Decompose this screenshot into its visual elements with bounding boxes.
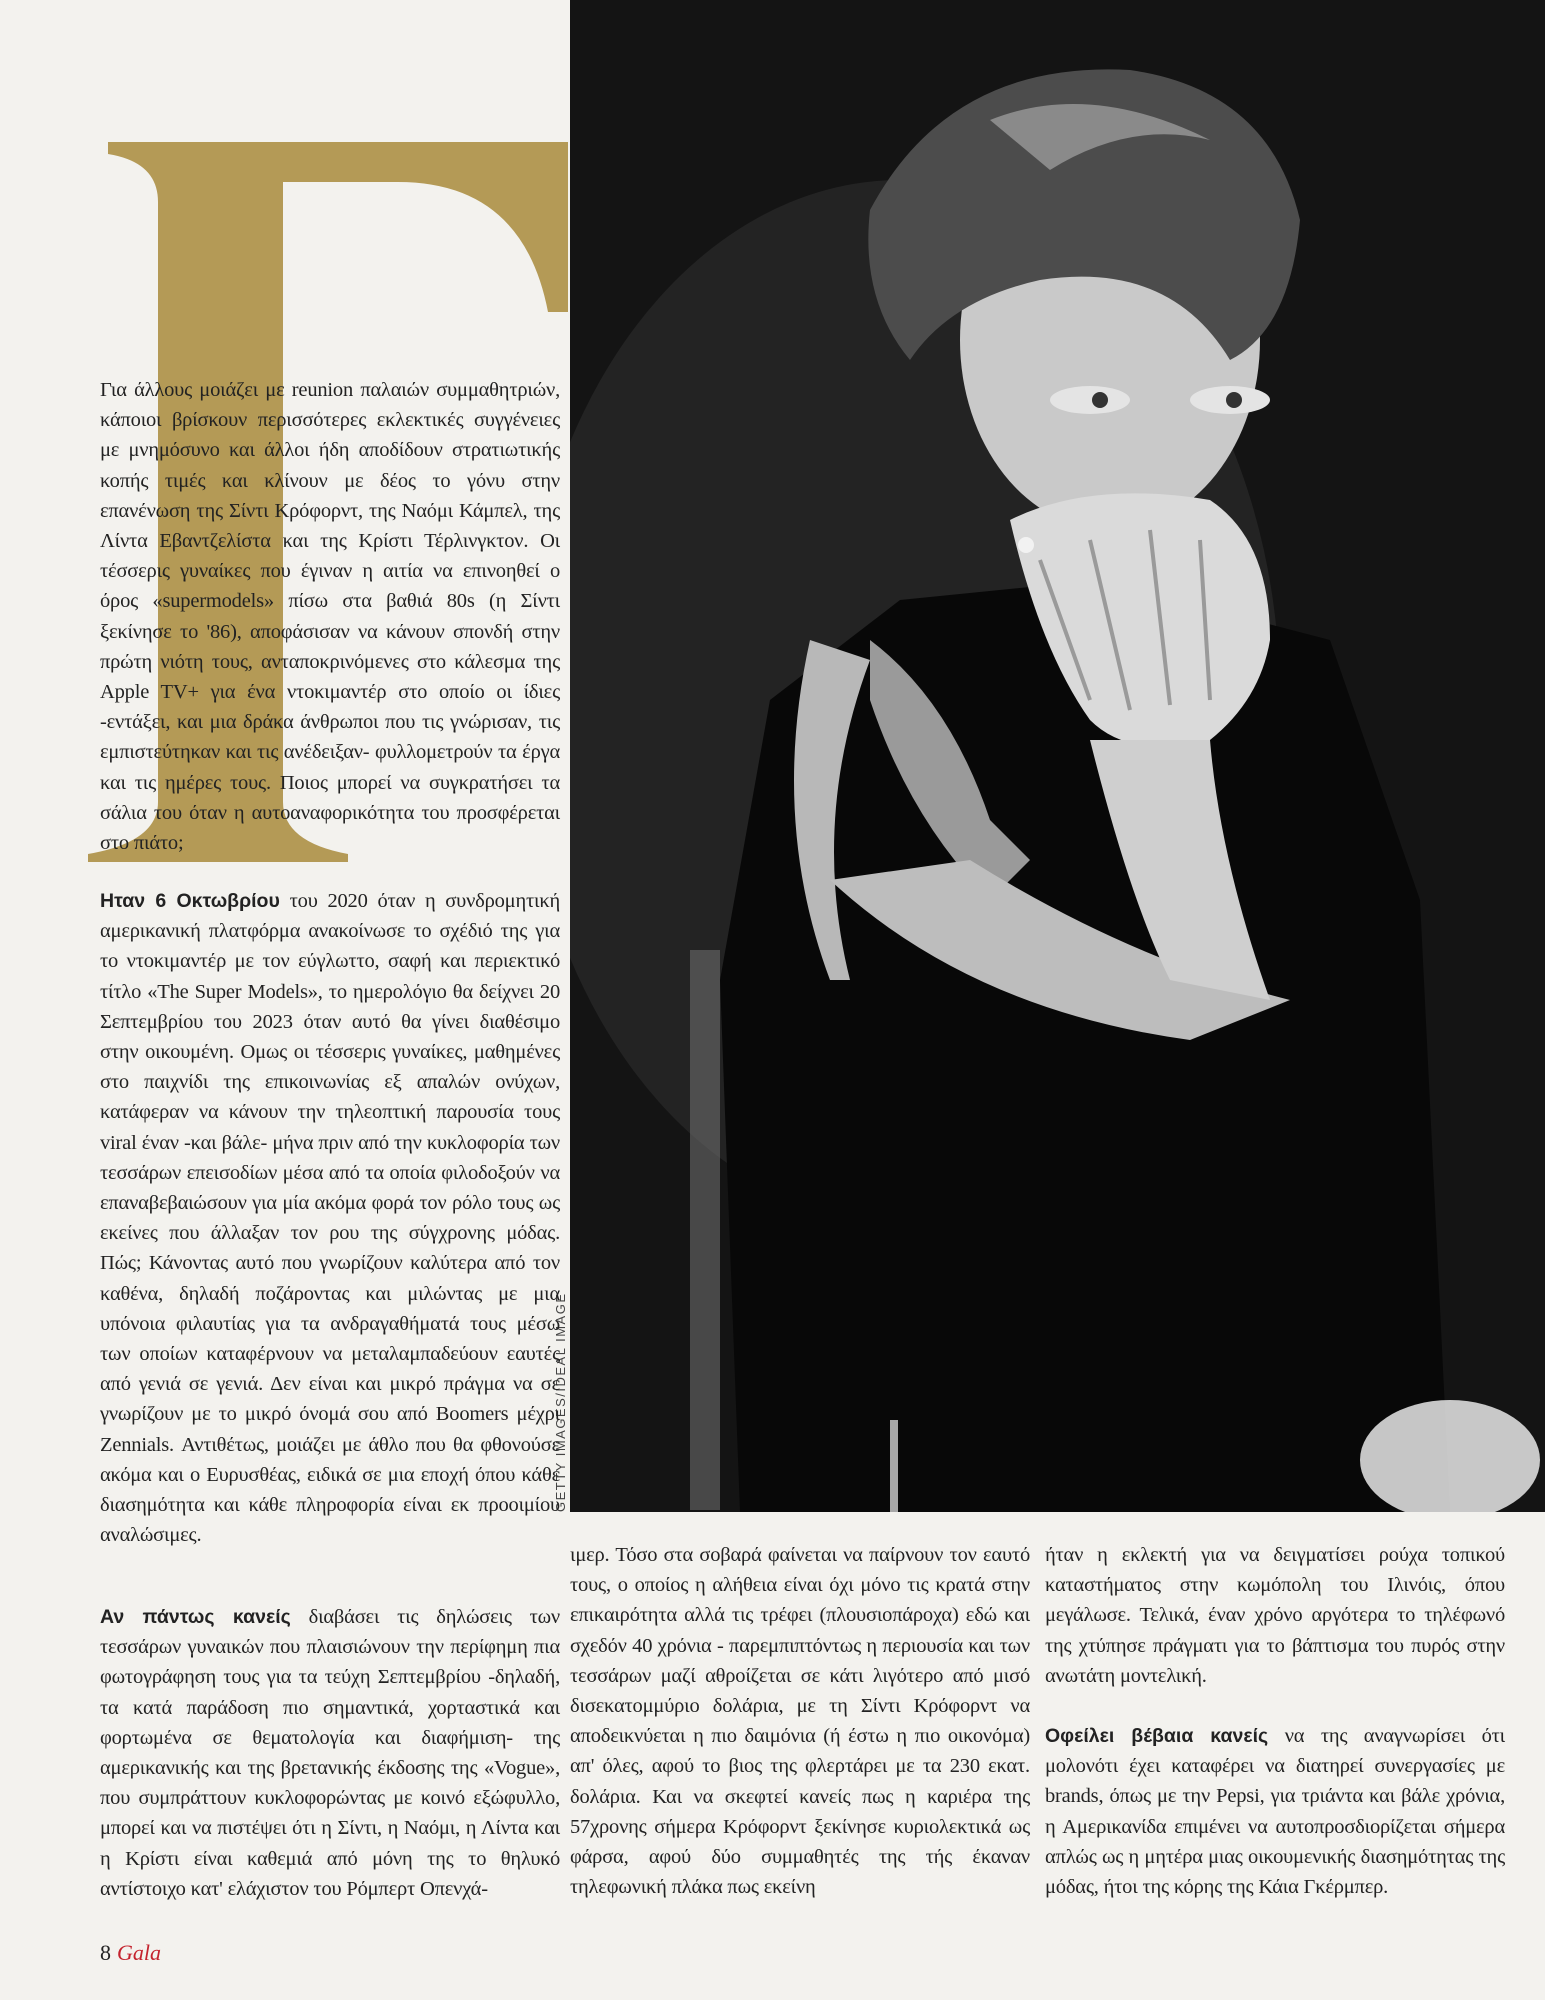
paragraph-6: [1045, 1721, 1505, 1902]
column-1-body: [100, 886, 560, 1550]
paragraph-3-text: διαβάσει τις δηλώσεις των τεσσάρων γυναικών που πλαισιώνουν την περίφημη πια φωτογράφηση τους για τα τεύχη Σεπτεμβρίου -δηλαδή, τα κατά παράδοση πιο σημαντικά, χορταστικά και φορτωμένα σε θεματολογία και διαφήμιση- της αμερικανικής και της βρετανικής έκδοσης της «Vogue», που συμπράττουν κυκλοφορώντας με κοινό εξώφυλλο, μπορεί και να πιστέψει ότι η Σίντι, η Ναόμι, η Λίντα και η Κρίστι είναι καθεμιά από μόνη της το θηλυκό αντίστοιχο κατ' ελάχιστον του Ρόμπερτ Οπενχά-: [100, 1606, 561, 1900]
lead-in-6: Οφείλει βέβαια κανείς: [1045, 1725, 1269, 1748]
column-3: [1045, 1540, 1505, 1902]
page-folio: [100, 1940, 161, 1966]
lead-in-3: Αν πάντως κανείς: [100, 1606, 291, 1628]
paragraph-5: ήταν η εκλεκτή για να δειγματίσει ρούχα τοπικού καταστήματος στην κωμόπολη του Ιλινόις, όπου μεγάλωσε. Τελικά, έναν χρόνο αργότερα το τηλέφωνό της χτύπησε πράγματι για το βάπτισμα του πυρός στην ανωτάτη μοντελική.: [1045, 1544, 1505, 1687]
column-1-intro: [100, 375, 560, 858]
photo-woman-covering-mouth: [570, 0, 1545, 1512]
paragraph-intro: Για άλλους μοιάζει με reunion παλαιών συμμαθητριών, κάποιοι βρίσκουν περισσότερες εκλεκτικές συγγένειες με μνημόσυνο και άλλοι ήδη αποδίδουν στρατιωτικής κοπής τιμές και κλίνουν με δέος το γόνυ στην επανένωση της Σίντι Κρόφορντ, της Ναόμι Κάμπελ, της Λίντα Εβαντζελίστα και της Κρίστι Τέρλινγκτον. Οι τέσσερις γυναίκες που έγιναν η αιτία να επινοηθεί ο όρος «supermodels» πίσω στα βαθιά 80s (η Σίντι ξεκίνησε το '86), αποφάσισαν να κάνουν σπονδή στην πρώτη νιότη τους, ανταποκρινόμενες στο κάλεσμα της Apple TV+ για ένα ντοκιμαντέρ στο οποίο οι ίδιες -εντάξει, και μια δράκα άνθρωποι που τις γνώρισαν, τις εμπιστεύτηκαν και τις ανέδειξαν- φυλλομετρούν τα έργα και τις ημέρες τους. Ποιος μπορεί να συγκρατήσει τα σάλια του όταν η αυτοαναφορικότητα του προσφέρεται στο πιάτο;: [100, 379, 560, 855]
lead-in-2: Ηταν 6 Οκτωβρίου: [100, 890, 280, 912]
paragraph-2-text: του 2020 όταν η συνδρομητική αμερικανική πλατφόρμα ανακοίνωσε το σχέδιό της για το ντοκιμαντέρ με τον εύγλωττο, σαφή και περιεκτικό τίτλο «The Super Models», το ημερολόγιο θα δείχνει 20 Σεπτεμβρίου του 2023 όταν αυτό θα γίνει διαθέσιμο στην οικουμένη. Ομως οι τέσσερις γυναίκες, μαθημένες στο παιχνίδι της επικοινωνίας εξ απαλών ονύχων, κατάφεραν να κάνουν την τηλεοπτική παρουσία τους viral έναν -και βάλε- μήνα πριν από την κυκλοφορία των τεσσάρων επεισοδίων μέσα από τα οποία φιλοδοξούν να επαναβεβαιώσουν για μία ακόμα φορά τον ρόλο τους ως εκείνες που άλλαξαν τον ρου της σύγχρονης μόδας. Πώς; Κάνοντας αυτό που γνωρίζουν καλύτερα από τον καθένα, δηλαδή ποζάροντας και μιλώντας με μια υπόνοια φιλαυτίας για τα ανδραγαθήματά τους μέσω των οποίων καταφέρνουν να μεταλαμπαδεύουν εαυτές από γενιά σε γενιά. Δεν είναι και μικρό πράγμα να σε γνωρίζουν με το μικρό όνομά σου από Boomers μέχρι Zennials. Αντιθέτως, μοιάζει με άθλο που θα φθονούσε ακόμα και ο Ευρυσθέας, ειδικά σε μια εποχή όπου κάθε διασημότητα και κάθε πληροφορία είναι εκ προοιμίου αναλώσιμες.: [100, 890, 560, 1547]
photo-credit: GETTY IMAGES/IDEAL IMAGE: [553, 1292, 568, 1512]
magazine-brand: Gala: [117, 1940, 161, 1965]
paragraph-2: [100, 886, 560, 1550]
paragraph-3: [100, 1602, 560, 1904]
paragraph-4: ιμερ. Τόσο στα σοβαρά φαίνεται να παίρνουν τον εαυτό τους, ο οποίος η αλήθεια είναι όχι μόνο τις κρατά στην επικαιρότητα αλλά τις τρέφει (πλουσιοπάροχα) εδώ και σχεδόν 40 χρόνια - παρεμπιπτόντως η περιουσία και των τεσσάρων μαζί αθροίζεται σε κάτι λιγότερο από μισό δισεκατομμύριο δολάρια, με τη Σίντι Κρόφορντ να αποδεικνύεται η πιο δαιμόνια (ή έστω η πιο οικονόμα) απ' όλες, αφού το βιος της φλερτάρει με τα 230 εκατ. δολάρια. Και να σκεφτεί κανείς πως η καριέρα της 57χρονης σήμερα Κρόφορντ ξεκίνησε κυριολεκτικά ως φάρσα, αφού δύο συμμαθητές της τής έκαναν τηλεφωνική πλάκα πως εκείνη: [570, 1544, 1030, 1899]
column-1-end: [100, 1602, 560, 1904]
photo-illustration: [570, 0, 1545, 1512]
column-2: [570, 1540, 1030, 1902]
paragraph-6-text: να της αναγνωρίσει ότι μολονότι έχει καταφέρει να διατηρεί συνεργασίες με brands, όπως με την Pepsi, για τριάντα και βάλε χρόνια, η Αμερικανίδα επιμένει να αυτοπροσδιορίζεται σήμερα απλώς ως η μητέρα μιας οικουμενικής διασημότητας της μόδας, ήτοι της κόρης της Κάια Γκέρμπερ.: [1045, 1725, 1506, 1899]
page-number: 8: [100, 1940, 111, 1965]
